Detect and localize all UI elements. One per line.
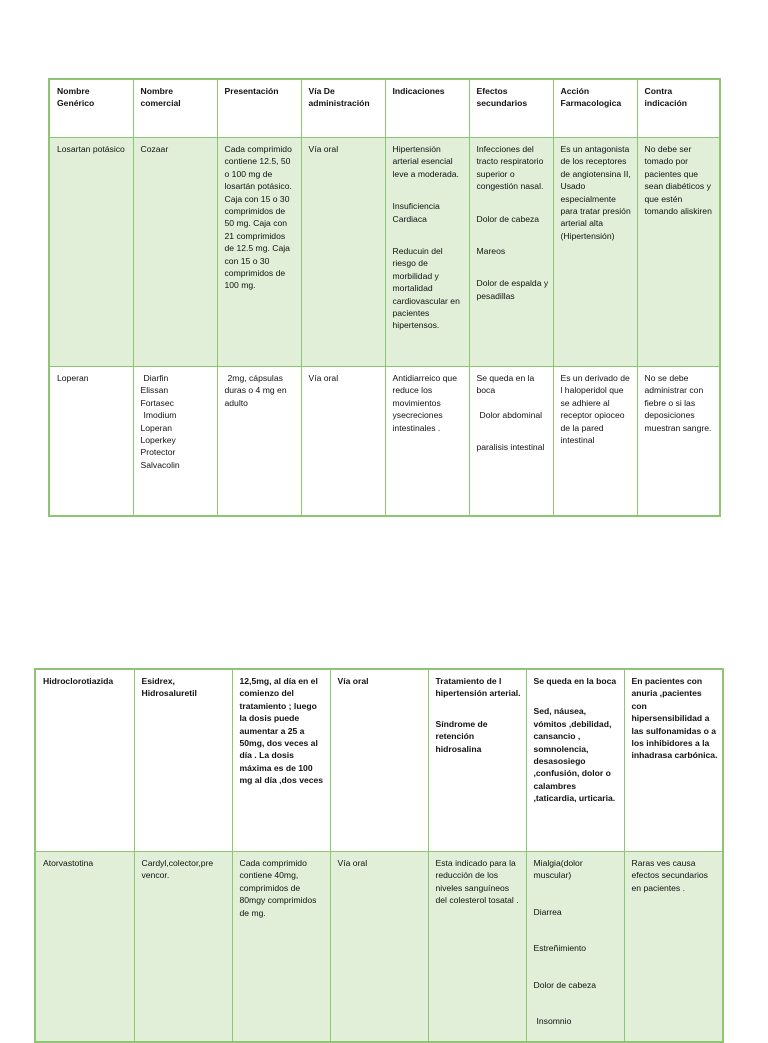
header-route: Vía De administración — [301, 79, 385, 138]
cell-route: Vía oral — [301, 367, 385, 517]
cell-contraindication: Raras ves causa efectos secundarios en pacientes . — [624, 852, 723, 1043]
side-effect-item: Se queda en la boca — [533, 676, 617, 686]
brand-item: Diarfin — [143, 373, 169, 383]
side-effect-item: Dolor abdominal — [479, 409, 543, 420]
table-row — [49, 367, 720, 517]
cell-indications — [428, 852, 526, 1043]
brand-item: Fortasec — [140, 397, 174, 408]
table-row — [35, 669, 723, 852]
header-indications: Indicaciones — [385, 79, 469, 138]
header-contraindication: Contra indicación — [637, 79, 720, 138]
side-effect-item: Dolor de cabeza — [533, 979, 597, 990]
cell-commercial — [133, 367, 217, 517]
indication-item: Hipertensión arterial esencial leve a moderada. — [392, 144, 459, 179]
indication-item: Antidiarreico que reduce los movimientos ysecreciones intestinales . — [392, 373, 457, 433]
indication-item: Esta indicado para la reducción de los niveles sanguíneos del colesterol tosatal . — [435, 858, 519, 906]
cell-indications — [385, 138, 469, 367]
cell-commercial: Cardyl,colector,pre vencor. — [134, 852, 232, 1043]
indication-item: Tratamiento de l hipertensión arterial. — [435, 676, 521, 699]
drug-table-2 — [34, 668, 724, 1043]
cell-side-effects — [526, 852, 624, 1043]
brand-item: Salvacolin — [140, 459, 180, 470]
cell-contraindication: En pacientes con anuria ,pacientes con hipersensibilidad a las sulfonamidas o a los inhibidores a la inhadrasa carbónica. — [624, 669, 723, 852]
table-header-row — [49, 79, 720, 138]
cell-generic: Hidroclorotiazida — [35, 669, 134, 852]
brand-item: Loperkey — [140, 435, 176, 446]
brand-item: Imodium — [143, 410, 177, 421]
drug-table-1 — [48, 78, 721, 517]
cell-generic: Loperan — [49, 367, 133, 517]
header-presentation: Presentación — [217, 79, 301, 138]
cell-commercial: Cozaar — [133, 138, 217, 367]
presentation-text: 2mg, cápsulas duras o 4 mg en adulto — [224, 373, 287, 408]
cell-route: Vía oral — [330, 669, 428, 852]
side-effect-item: Estreñimiento — [533, 943, 587, 954]
table-row — [49, 138, 720, 367]
side-effect-item: Dolor de espalda y pesadillas — [476, 278, 549, 301]
header-commercial-name: Nombre comercial — [133, 79, 217, 138]
side-effect-item: Mialgia(dolor muscular) — [533, 858, 583, 881]
header-pharmacological-action: Acción Farmacologica — [553, 79, 637, 138]
brand-item: Elissan — [140, 385, 169, 396]
cell-action: Es un antagonista de los receptores de angiotensina II, Usado especialmente para tratar presión arterial alta (Hipertensión) — [553, 138, 637, 367]
cell-presentation — [217, 367, 301, 517]
side-effect-item: paralisis intestinal — [476, 442, 545, 453]
cell-contraindication: No se debe administrar con fiebre o si las deposiciones muestran sangre. — [637, 367, 720, 517]
side-effect-item: Sed, náusea, vómitos ,debilidad, cansancio , somnolencia, desasosiego ,confusión, dolor o calambres ,taticardia, urticaria. — [533, 706, 616, 804]
cell-indications — [428, 669, 526, 852]
indication-item: Síndrome de retención hidrosalina — [435, 718, 488, 754]
cell-contraindication: No debe ser tomado por pacientes que sean diabéticos y que estén tomando aliskiren — [637, 138, 720, 367]
side-effect-item: Se queda en la boca — [476, 373, 535, 396]
cell-presentation: Cada comprimido contiene 40mg, comprimidos de 80mgy comprimidos de mg. — [232, 852, 330, 1043]
side-effect-item: Infecciones del tracto respiratorio superior o congestión nasal. — [476, 144, 544, 192]
cell-side-effects — [469, 138, 553, 367]
cell-route: Vía oral — [301, 138, 385, 367]
header-generic-name: Nombre Genérico — [49, 79, 133, 138]
table-row — [35, 852, 723, 1043]
cell-generic: Atorvastotina — [35, 852, 134, 1043]
side-effect-item: Dolor de cabeza — [476, 213, 540, 224]
indication-item: Reducuin del riesgo de morbilidad y mortalidad cardiovascular en pacientes hipertensos. — [392, 246, 460, 331]
header-side-effects: Efectos secundarios — [469, 79, 553, 138]
cell-presentation: 12,5mg, al día en el comienzo del tratamiento ; luego la dosis puede aumentar a 25 a 50mg, dos veces al día . La dosis máxima es de 100 mg al día ,dos veces — [232, 669, 330, 852]
side-effect-item: Mareos — [476, 246, 506, 257]
cell-side-effects — [526, 669, 624, 852]
indication-item: Insuficiencia Cardiaca — [392, 201, 440, 224]
cell-route: Vía oral — [330, 852, 428, 1043]
cell-action: Es un derivado de l haloperidol que se adhiere al receptor opioceo de la pared intestinal — [553, 367, 637, 517]
cell-presentation: Cada comprimido contiene 12.5, 50 o 100 mg de losartán potásico. Caja con 15 o 30 comprimidos de 50 mg. Caja con 21 comprimidos de 12.5 mg. Caja con 15 o 30 comprimidos de 100 mg. — [217, 138, 301, 367]
side-effect-item: Insomnio — [536, 1016, 572, 1027]
brand-item: Loperan — [140, 422, 173, 433]
cell-indications — [385, 367, 469, 517]
brand-item: Protector — [140, 447, 176, 458]
cell-generic: Losartan potásico — [49, 138, 133, 367]
cell-side-effects — [469, 367, 553, 517]
cell-commercial: Esidrex, Hidrosaluretil — [134, 669, 232, 852]
side-effect-item: Diarrea — [533, 906, 562, 917]
